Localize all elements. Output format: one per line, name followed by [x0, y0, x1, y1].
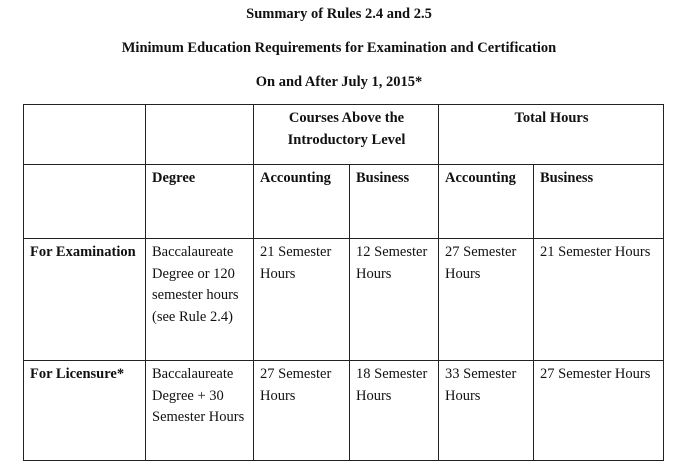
total-business-cell: 27 Semester Hours	[534, 361, 664, 461]
degree-column-header: Degree	[146, 165, 254, 239]
empty-corner-cell	[24, 105, 146, 165]
degree-cell: Baccalaureate Degree or 120 semester hours (see Rule 2.4)	[146, 239, 254, 361]
row-label: For Examination	[24, 239, 146, 361]
courses-business-cell: 18 Semester Hours	[350, 361, 439, 461]
group-header-row	[24, 105, 664, 165]
courses-above-introductory-header: Courses Above the Introductory Level	[254, 105, 439, 165]
total-accounting-column-header: Accounting	[439, 165, 534, 239]
requirements-table	[23, 104, 664, 461]
empty-label-header-cell	[24, 165, 146, 239]
column-header-row	[24, 165, 664, 239]
courses-accounting-cell: 21 Semester Hours	[254, 239, 350, 361]
courses-accounting-cell: 27 Semester Hours	[254, 361, 350, 461]
row-label: For Licensure*	[24, 361, 146, 461]
document-title: Summary of Rules 2.4 and 2.5	[246, 6, 432, 22]
total-business-column-header: Business	[534, 165, 664, 239]
total-business-cell: 21 Semester Hours	[534, 239, 664, 361]
document-subtitle: Minimum Education Requirements for Examination and Certification	[121, 40, 557, 56]
table-row-examination	[24, 239, 664, 361]
total-hours-header: Total Hours	[439, 105, 664, 165]
degree-cell: Baccalaureate Degree + 30 Semester Hours	[146, 361, 254, 461]
courses-business-cell: 12 Semester Hours	[350, 239, 439, 361]
table-row-licensure	[24, 361, 664, 461]
effective-date-line: On and After July 1, 2015*	[255, 74, 423, 90]
total-accounting-cell: 33 Semester Hours	[439, 361, 534, 461]
total-accounting-cell: 27 Semester Hours	[439, 239, 534, 361]
courses-business-column-header: Business	[350, 165, 439, 239]
courses-accounting-column-header: Accounting	[254, 165, 350, 239]
empty-degree-header-cell	[146, 105, 254, 165]
